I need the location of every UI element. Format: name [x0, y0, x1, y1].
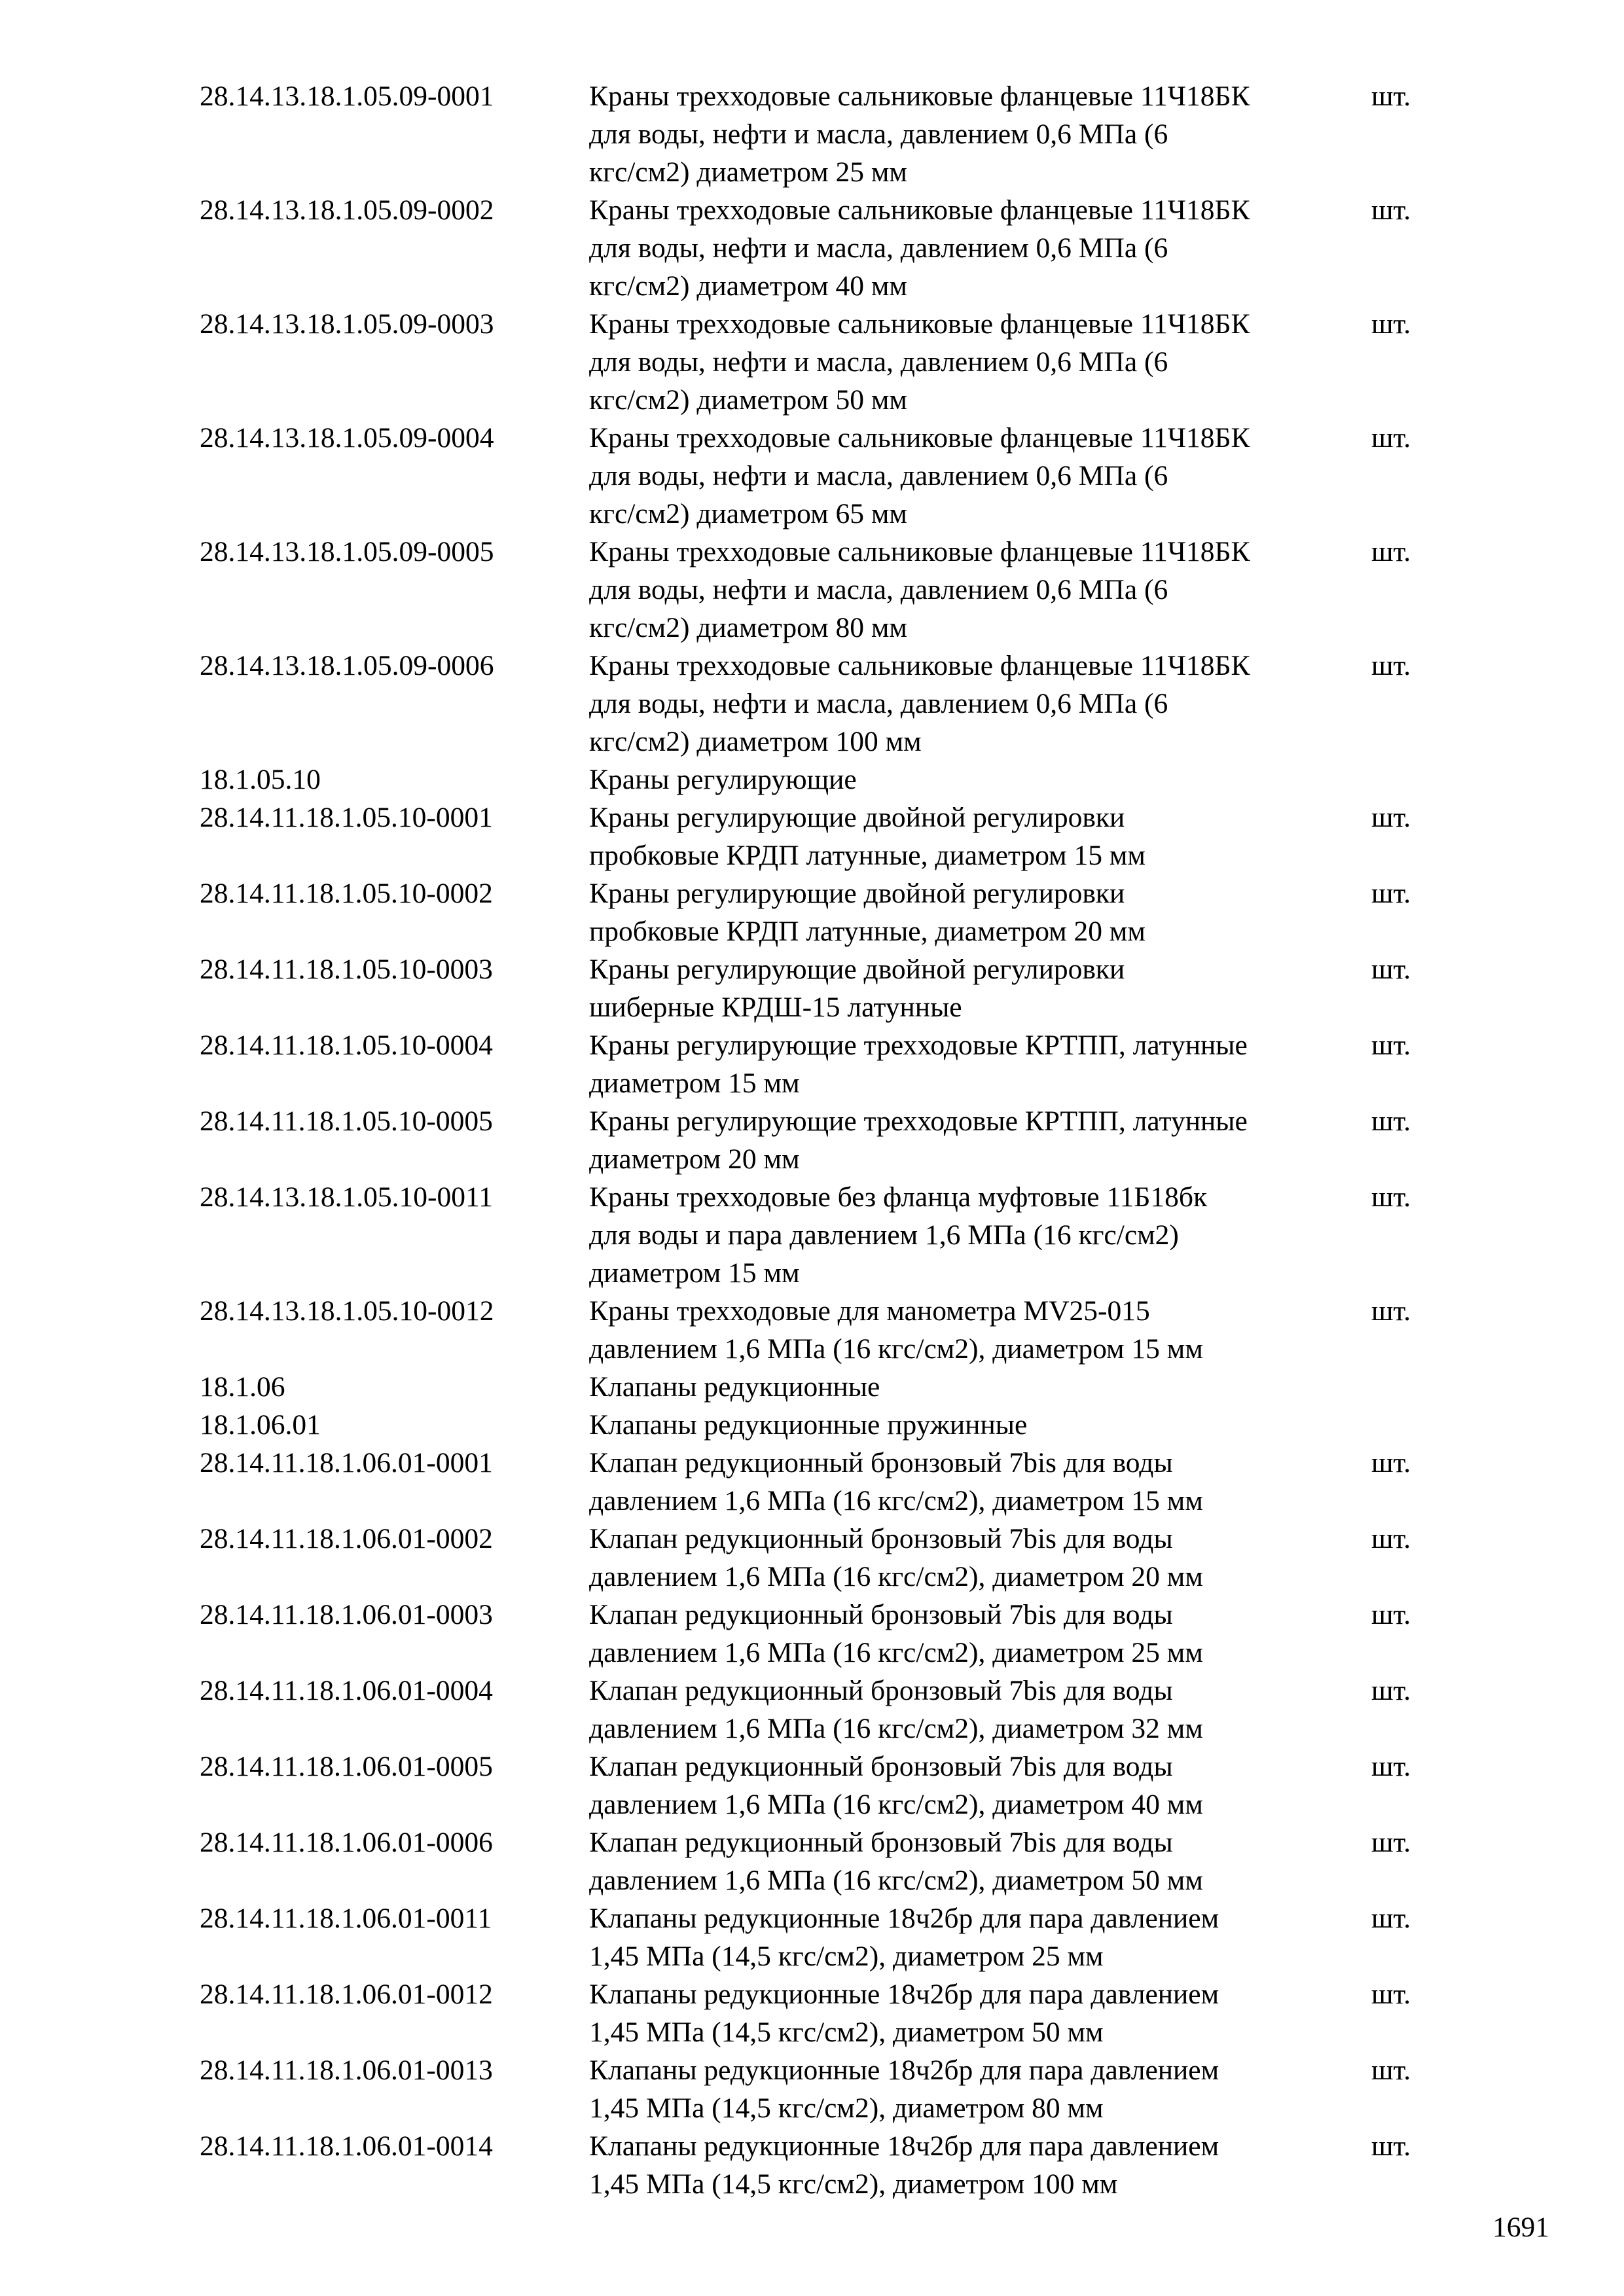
item-name-line: 1,45 МПа (14,5 кгс/см2), диаметром 25 мм — [589, 1941, 1104, 1972]
item-code: 28.14.11.18.1.06.01-0013 — [200, 2054, 493, 2086]
list-item — [0, 305, 1624, 419]
item-code: 28.14.11.18.1.06.01-0004 — [200, 1675, 493, 1706]
item-name-line: кгс/см2) диаметром 50 мм — [589, 384, 907, 416]
item-name-line: диаметром 15 мм — [589, 1257, 800, 1289]
list-item — [0, 1975, 1624, 2051]
item-name-line: Клапаны редукционные пружинные — [589, 1409, 1028, 1441]
item-name-line: кгс/см2) диаметром 40 мм — [589, 270, 907, 302]
item-code: 28.14.13.18.1.05.10-0012 — [200, 1295, 494, 1327]
item-name-line: Клапаны редукционные 18ч2бр для пара давлением — [589, 2130, 1219, 2162]
list-item — [0, 761, 1624, 798]
item-name-line: Краны регулирующие — [589, 764, 857, 795]
item-name — [589, 1178, 1362, 1292]
item-unit: шт. — [1371, 1675, 1411, 1706]
item-code: 28.14.11.18.1.06.01-0012 — [200, 1979, 493, 2010]
item-unit: шт. — [1371, 1447, 1411, 1479]
item-unit: шт. — [1371, 1295, 1411, 1327]
item-name — [589, 1406, 1362, 1444]
item-name-line: кгс/см2) диаметром 80 мм — [589, 612, 907, 643]
item-name-line: Краны трехходовые сальниковые фланцевые 11Ч18БК — [589, 308, 1250, 340]
item-name-line: пробковые КРДП латунные, диаметром 20 мм — [589, 916, 1146, 947]
item-code: 28.14.11.18.1.05.10-0002 — [200, 878, 493, 909]
item-name-line: Клапан редукционный бронзовый 7bis для воды — [589, 1675, 1173, 1706]
list-item — [0, 874, 1624, 950]
item-name-line: Клапаны редукционные 18ч2бр для пара давлением — [589, 1979, 1219, 2010]
item-name — [589, 2051, 1362, 2127]
item-code: 28.14.11.18.1.06.01-0001 — [200, 1447, 493, 1479]
item-code: 28.14.13.18.1.05.10-0011 — [200, 1181, 493, 1213]
item-name-line: Клапаны редукционные 18ч2бр для пара давлением — [589, 1903, 1219, 1934]
list-item — [0, 950, 1624, 1026]
item-name-line: кгс/см2) диаметром 65 мм — [589, 498, 907, 529]
item-name — [589, 874, 1362, 950]
item-name-line: для воды, нефти и масла, давлением 0,6 МПа (6 — [589, 346, 1168, 378]
item-name-line: 1,45 МПа (14,5 кгс/см2), диаметром 80 мм — [589, 2092, 1104, 2124]
item-unit: шт. — [1371, 1903, 1411, 1934]
item-name-line: Краны трехходовые сальниковые фланцевые 11Ч18БК — [589, 422, 1250, 454]
item-name-line: давлением 1,6 МПа (16 кгс/см2), диаметром 50 мм — [589, 1865, 1203, 1896]
item-unit: шт. — [1371, 1751, 1411, 1782]
item-name-line: для воды, нефти и масла, давлением 0,6 МПа (6 — [589, 688, 1168, 719]
item-name-line: давлением 1,6 МПа (16 кгс/см2), диаметром 32 мм — [589, 1713, 1203, 1744]
item-code: 28.14.11.18.1.05.10-0001 — [200, 802, 493, 833]
item-name — [589, 1596, 1362, 1672]
item-code: 28.14.13.18.1.05.09-0004 — [200, 422, 494, 454]
list-item — [0, 1178, 1624, 1292]
item-name — [589, 798, 1362, 874]
item-name-line: Клапан редукционный бронзовый 7bis для воды — [589, 1751, 1173, 1782]
list-item — [0, 1520, 1624, 1596]
list-item — [0, 77, 1624, 191]
item-name-line: Клапаны редукционные 18ч2бр для пара давлением — [589, 2054, 1219, 2086]
item-unit: шт. — [1371, 1827, 1411, 1858]
item-name-line: Краны регулирующие двойной регулировки — [589, 802, 1125, 833]
list-item — [0, 2051, 1624, 2127]
item-name — [589, 1672, 1362, 1748]
item-code: 28.14.11.18.1.05.10-0004 — [200, 1030, 493, 1061]
item-name-line: диаметром 15 мм — [589, 1067, 800, 1099]
item-name — [589, 1368, 1362, 1406]
item-unit: шт. — [1371, 878, 1411, 909]
item-name — [589, 1444, 1362, 1520]
list-item — [0, 1368, 1624, 1406]
item-name-line: диаметром 20 мм — [589, 1143, 800, 1175]
item-unit: шт. — [1371, 1105, 1411, 1137]
item-name-line: давлением 1,6 МПа (16 кгс/см2), диаметром 20 мм — [589, 1561, 1203, 1592]
item-unit: шт. — [1371, 1979, 1411, 2010]
item-unit: шт. — [1371, 1523, 1411, 1554]
list-item — [0, 419, 1624, 533]
list-item — [0, 2127, 1624, 2203]
item-name-line: для воды, нефти и масла, давлением 0,6 МПа (6 — [589, 574, 1168, 605]
item-name-line: Краны трехходовые сальниковые фланцевые 11Ч18БК — [589, 650, 1250, 681]
item-name-line: Клапан редукционный бронзовый 7bis для воды — [589, 1447, 1173, 1479]
item-name — [589, 1823, 1362, 1899]
list-item — [0, 1292, 1624, 1368]
item-name-line: Клапан редукционный бронзовый 7bis для воды — [589, 1599, 1173, 1630]
item-name — [589, 77, 1362, 191]
item-name-line: Краны трехходовые для манометра MV25-015 — [589, 1295, 1150, 1327]
item-unit: шт. — [1371, 422, 1411, 454]
item-unit: шт. — [1371, 1599, 1411, 1630]
item-name-line: для воды и пара давлением 1,6 МПа (16 кгс/см2) — [589, 1219, 1179, 1251]
item-name — [589, 1026, 1362, 1102]
list-item — [0, 1672, 1624, 1748]
item-unit: шт. — [1371, 194, 1411, 226]
item-name-line: Краны регулирующие трехходовые КРТПП, латунные — [589, 1105, 1248, 1137]
item-name-line: Клапан редукционный бронзовый 7bis для воды — [589, 1523, 1173, 1554]
item-code: 28.14.11.18.1.06.01-0003 — [200, 1599, 493, 1630]
item-unit: шт. — [1371, 536, 1411, 567]
item-unit: шт. — [1371, 81, 1411, 112]
list-item — [0, 1899, 1624, 1975]
item-name-line: 1,45 МПа (14,5 кгс/см2), диаметром 50 мм — [589, 2017, 1104, 2048]
list-item — [0, 1823, 1624, 1899]
item-name-line: Краны регулирующие двойной регулировки — [589, 954, 1125, 985]
item-code: 28.14.11.18.1.06.01-0006 — [200, 1827, 493, 1858]
list-item — [0, 798, 1624, 874]
item-unit: шт. — [1371, 650, 1411, 681]
item-name-line: давлением 1,6 МПа (16 кгс/см2), диаметром 15 мм — [589, 1485, 1203, 1516]
item-name-line: Краны трехходовые сальниковые фланцевые 11Ч18БК — [589, 536, 1250, 567]
item-name-line: кгс/см2) диаметром 100 мм — [589, 726, 922, 757]
item-name — [589, 2127, 1362, 2203]
item-code: 28.14.13.18.1.05.09-0002 — [200, 194, 494, 226]
item-code: 18.1.06 — [200, 1371, 285, 1403]
item-name — [589, 950, 1362, 1026]
item-name-line: кгс/см2) диаметром 25 мм — [589, 156, 907, 188]
list-item — [0, 1596, 1624, 1672]
item-name-line: для воды, нефти и масла, давлением 0,6 МПа (6 — [589, 118, 1168, 150]
item-unit: шт. — [1371, 308, 1411, 340]
item-name-line: Краны трехходовые сальниковые фланцевые 11Ч18БК — [589, 81, 1250, 112]
item-name-line: давлением 1,6 МПа (16 кгс/см2), диаметром 25 мм — [589, 1637, 1203, 1668]
item-name-line: Краны регулирующие двойной регулировки — [589, 878, 1125, 909]
list-item — [0, 533, 1624, 647]
item-name-line: для воды, нефти и масла, давлением 0,6 МПа (6 — [589, 232, 1168, 264]
item-name — [589, 1292, 1362, 1368]
item-unit: шт. — [1371, 1030, 1411, 1061]
list-item — [0, 1406, 1624, 1444]
item-unit: шт. — [1371, 2130, 1411, 2162]
item-code: 28.14.11.18.1.06.01-0011 — [200, 1903, 492, 1934]
item-code: 28.14.11.18.1.06.01-0005 — [200, 1751, 493, 1782]
list-item — [0, 1748, 1624, 1823]
item-name-line: Клапан редукционный бронзовый 7bis для воды — [589, 1827, 1173, 1858]
item-name-line: Краны трехходовые сальниковые фланцевые 11Ч18БК — [589, 194, 1250, 226]
item-name-line: Краны регулирующие трехходовые КРТПП, латунные — [589, 1030, 1248, 1061]
page-number: 1691 — [1492, 2212, 1549, 2243]
item-code: 28.14.11.18.1.05.10-0005 — [200, 1105, 493, 1137]
item-code: 28.14.13.18.1.05.09-0006 — [200, 650, 494, 681]
item-name-line: Краны трехходовые без фланца муфтовые 11Б18бк — [589, 1181, 1208, 1213]
item-name-line: Клапаны редукционные — [589, 1371, 880, 1403]
item-code: 28.14.13.18.1.05.09-0005 — [200, 536, 494, 567]
item-name — [589, 1102, 1362, 1178]
list-item — [0, 191, 1624, 305]
item-name — [589, 1520, 1362, 1596]
item-code: 28.14.11.18.1.06.01-0014 — [200, 2130, 493, 2162]
item-name — [589, 305, 1362, 419]
item-unit: шт. — [1371, 1181, 1411, 1213]
item-code: 28.14.11.18.1.06.01-0002 — [200, 1523, 493, 1554]
item-unit: шт. — [1371, 2054, 1411, 2086]
item-name — [589, 1975, 1362, 2051]
item-name — [589, 1748, 1362, 1823]
list-item — [0, 1026, 1624, 1102]
list-item — [0, 1102, 1624, 1178]
item-name-line: давлением 1,6 МПа (16 кгс/см2), диаметром 40 мм — [589, 1789, 1203, 1820]
item-name — [589, 761, 1362, 798]
item-name-line: для воды, нефти и масла, давлением 0,6 МПа (6 — [589, 460, 1168, 492]
item-name-line: пробковые КРДП латунные, диаметром 15 мм — [589, 840, 1146, 871]
item-name-line: давлением 1,6 МПа (16 кгс/см2), диаметром 15 мм — [589, 1333, 1203, 1365]
list-item — [0, 1444, 1624, 1520]
item-name — [589, 191, 1362, 305]
item-unit: шт. — [1371, 802, 1411, 833]
item-name-line: 1,45 МПа (14,5 кгс/см2), диаметром 100 мм — [589, 2168, 1118, 2200]
item-name — [589, 1899, 1362, 1975]
item-name — [589, 533, 1362, 647]
item-name-line: шиберные КРДШ-15 латунные — [589, 992, 962, 1023]
item-code: 28.14.13.18.1.05.09-0001 — [200, 81, 494, 112]
list-item — [0, 647, 1624, 761]
item-unit: шт. — [1371, 954, 1411, 985]
item-name — [589, 419, 1362, 533]
item-code: 18.1.06.01 — [200, 1409, 321, 1441]
item-code: 28.14.11.18.1.05.10-0003 — [200, 954, 493, 985]
item-code: 28.14.13.18.1.05.09-0003 — [200, 308, 494, 340]
item-name — [589, 647, 1362, 761]
item-code: 18.1.05.10 — [200, 764, 321, 795]
